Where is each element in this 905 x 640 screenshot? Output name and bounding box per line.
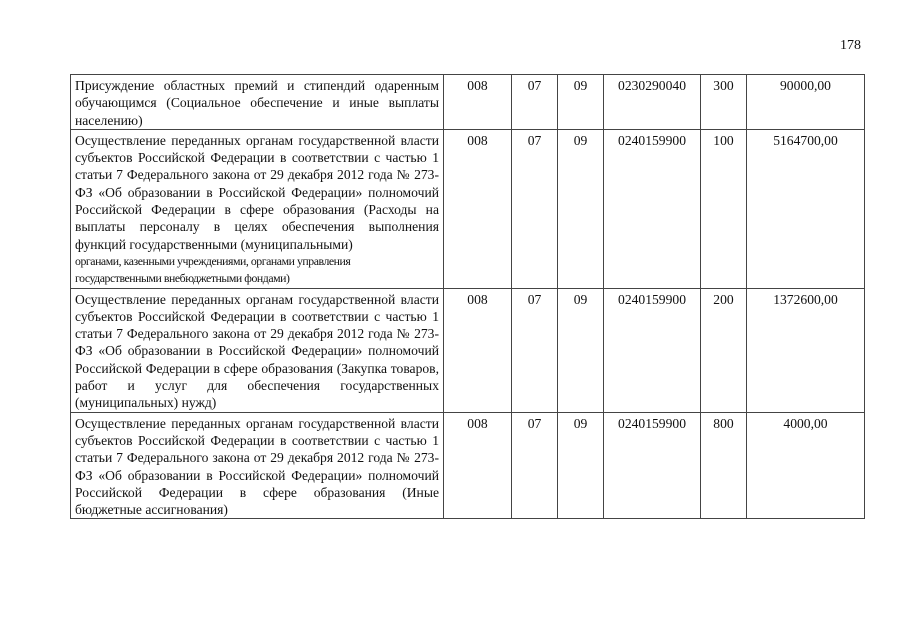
target-article-code: 0230290040 — [604, 75, 701, 130]
section-code: 07 — [512, 288, 558, 412]
expense-type-code: 300 — [701, 75, 747, 130]
subsection-code: 09 — [558, 129, 604, 288]
table-row — [71, 75, 865, 130]
row-description: Присуждение областных премий и стипендий одаренным обучающимся (Социальное обеспечение и иные выплаты населению) — [71, 75, 444, 130]
ministry-code: 008 — [444, 288, 512, 412]
amount-value: 5164700,00 — [747, 129, 865, 288]
row-description-tail: органами, казенными учреждениями, органами управления государственными внебюджетными фондами) — [75, 253, 351, 286]
table-row — [71, 412, 865, 519]
amount-value: 1372600,00 — [747, 288, 865, 412]
section-code: 07 — [512, 129, 558, 288]
expense-type-code: 800 — [701, 412, 747, 519]
subsection-code: 09 — [558, 288, 604, 412]
subsection-code: 09 — [558, 412, 604, 519]
row-description: Осуществление переданных органам государственной власти субъектов Российской Федерации в соответствии с частью 1 статьи 7 Федерального закона от 29 декабря 2012 года № 273-ФЗ «Об образовании в Российской Федерации» полномочий Российской Федерации в сфере образования (Закупка товаров, работ и услуг для обеспечения государственных (муниципальных) нужд) — [71, 288, 444, 412]
page-number: 178 — [840, 38, 861, 53]
table-row — [71, 129, 865, 288]
target-article-code: 0240159900 — [604, 129, 701, 288]
ministry-code: 008 — [444, 75, 512, 130]
budget-table — [70, 74, 865, 519]
row-description: Осуществление переданных органам государственной власти субъектов Российской Федерации в соответствии с частью 1 статьи 7 Федерального закона от 29 декабря 2012 года № 273-ФЗ «Об образовании в Российской Федерации» полномочий Российской Федерации в сфере образования (Расходы на выплаты персоналу в целях обеспечения выполнения функций государственными (муниципальными) органами, казенными учреждениями, органами управления государственными внебюджетными фондами) — [71, 129, 444, 288]
expense-type-code: 200 — [701, 288, 747, 412]
target-article-code: 0240159900 — [604, 288, 701, 412]
ministry-code: 008 — [444, 412, 512, 519]
row-description: Осуществление переданных органам государственной власти субъектов Российской Федерации в соответствии с частью 1 статьи 7 Федерального закона от 29 декабря 2012 года № 273-ФЗ «Об образовании в Российской Федерации» полномочий Российской Федерации в сфере образования (Иные бюджетные ассигнования) — [71, 412, 444, 519]
section-code: 07 — [512, 75, 558, 130]
section-code: 07 — [512, 412, 558, 519]
amount-value: 4000,00 — [747, 412, 865, 519]
expense-type-code: 100 — [701, 129, 747, 288]
target-article-code: 0240159900 — [604, 412, 701, 519]
amount-value: 90000,00 — [747, 75, 865, 130]
table-row — [71, 288, 865, 412]
ministry-code: 008 — [444, 129, 512, 288]
subsection-code: 09 — [558, 75, 604, 130]
